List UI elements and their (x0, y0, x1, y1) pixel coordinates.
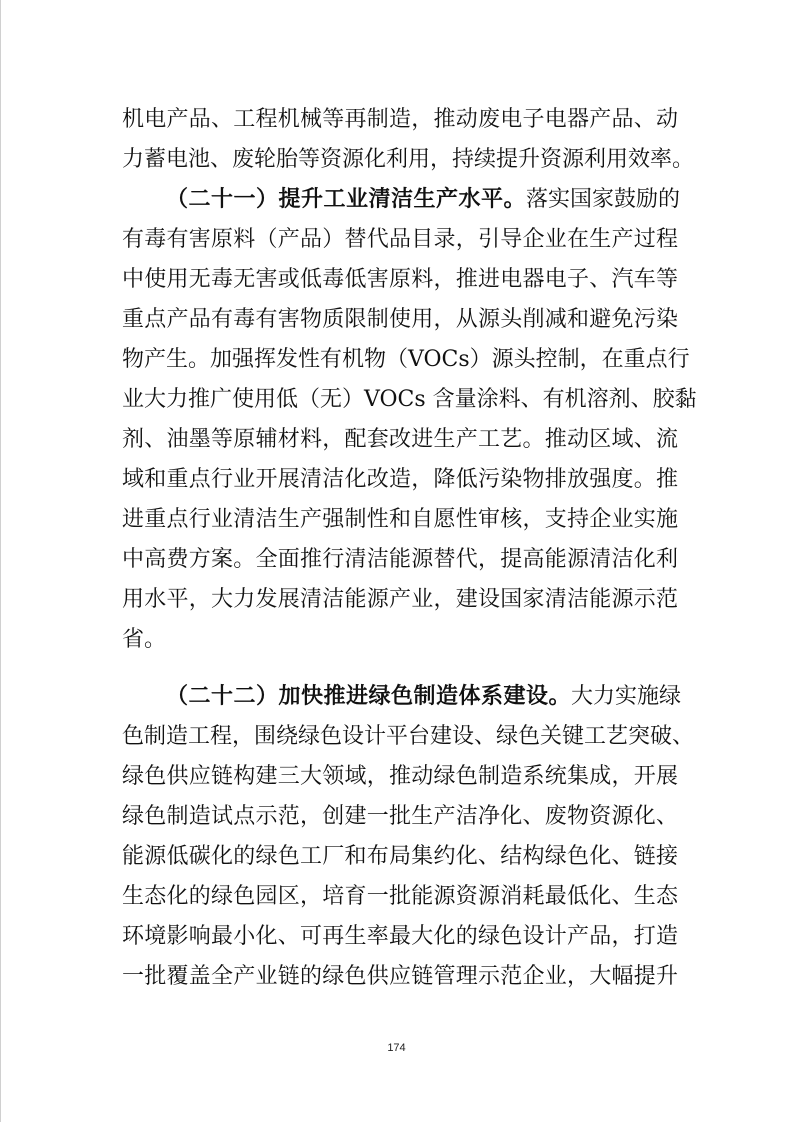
text-line: 业大力推广使用低（无）VOCs 含量涂料、有机溶剂、胶黏 (122, 387, 697, 412)
text-line: 用水平，大力发展清洁能源产业，建设国家清洁能源示范 (122, 587, 678, 612)
section-21-first-line-text: 落实国家鼓励的 (526, 187, 681, 212)
text-line: 域和重点行业开展清洁化改造，降低污染物排放强度。推 (122, 467, 678, 492)
text-line: 进重点行业清洁生产强制性和自愿性审核，支持企业实施 (122, 507, 678, 532)
text-line: 重点产品有毒有害物质限制使用，从源头削减和避免污染 (122, 307, 678, 332)
section-21-heading: （二十一）提升工业清洁生产水平。 (166, 187, 527, 212)
text-line: 色制造工程，围绕绿色设计平台建设、绿色关键工艺突破、 (122, 724, 695, 749)
text-line: 力蓄电池、废轮胎等资源化利用，持续提升资源利用效率。 (122, 147, 695, 172)
paragraph-gap (122, 660, 678, 677)
section-22-heading: （二十二）加快推进绿色制造体系建设。 (166, 684, 572, 709)
text-line: 有毒有害原料（产品）替代品目录，引导企业在生产过程 (122, 227, 678, 252)
text-line: 机电产品、工程机械等再制造，推动废电子电器产品、动 (122, 107, 678, 132)
text-line: 绿色制造试点示范，创建一批生产洁净化、废物资源化、 (122, 804, 678, 829)
section-22-first-line-text: 大力实施绿 (571, 684, 682, 709)
text-line: 生态化的绿色园区，培育一批能源资源消耗最低化、生态 (122, 884, 678, 909)
document-body (122, 100, 697, 997)
text-line: 省。 (122, 627, 167, 652)
text-line: 绿色供应链构建三大领域，推动绿色制造系统集成，开展 (122, 764, 678, 789)
text-line: 剂、油墨等原辅材料，配套改进生产工艺。推动区域、流 (122, 427, 678, 452)
text-line: 能源低碳化的绿色工厂和布局集约化、结构绿色化、链接 (122, 844, 678, 869)
text-line: 中高费方案。全面推行清洁能源替代，提高能源清洁化利 (122, 547, 678, 572)
text-line: 中使用无毒无害或低毒低害原料，推进电器电子、汽车等 (122, 267, 678, 292)
section-21 (122, 180, 697, 660)
section-22-first-line (122, 677, 682, 717)
page-edge (0, 0, 1, 1122)
page-number: 174 (387, 1042, 406, 1054)
section-22 (122, 677, 695, 997)
section-21-first-line (122, 180, 681, 220)
paragraph-continued (122, 100, 695, 180)
text-line: 环境影响最小化、可再生率最大化的绿色设计产品，打造 (122, 924, 678, 949)
text-line: 物产生。加强挥发性有机物（VOCs）源头控制，在重点行 (122, 347, 690, 372)
text-line: 一批覆盖全产业链的绿色供应链管理示范企业，大幅提升 (122, 964, 678, 989)
